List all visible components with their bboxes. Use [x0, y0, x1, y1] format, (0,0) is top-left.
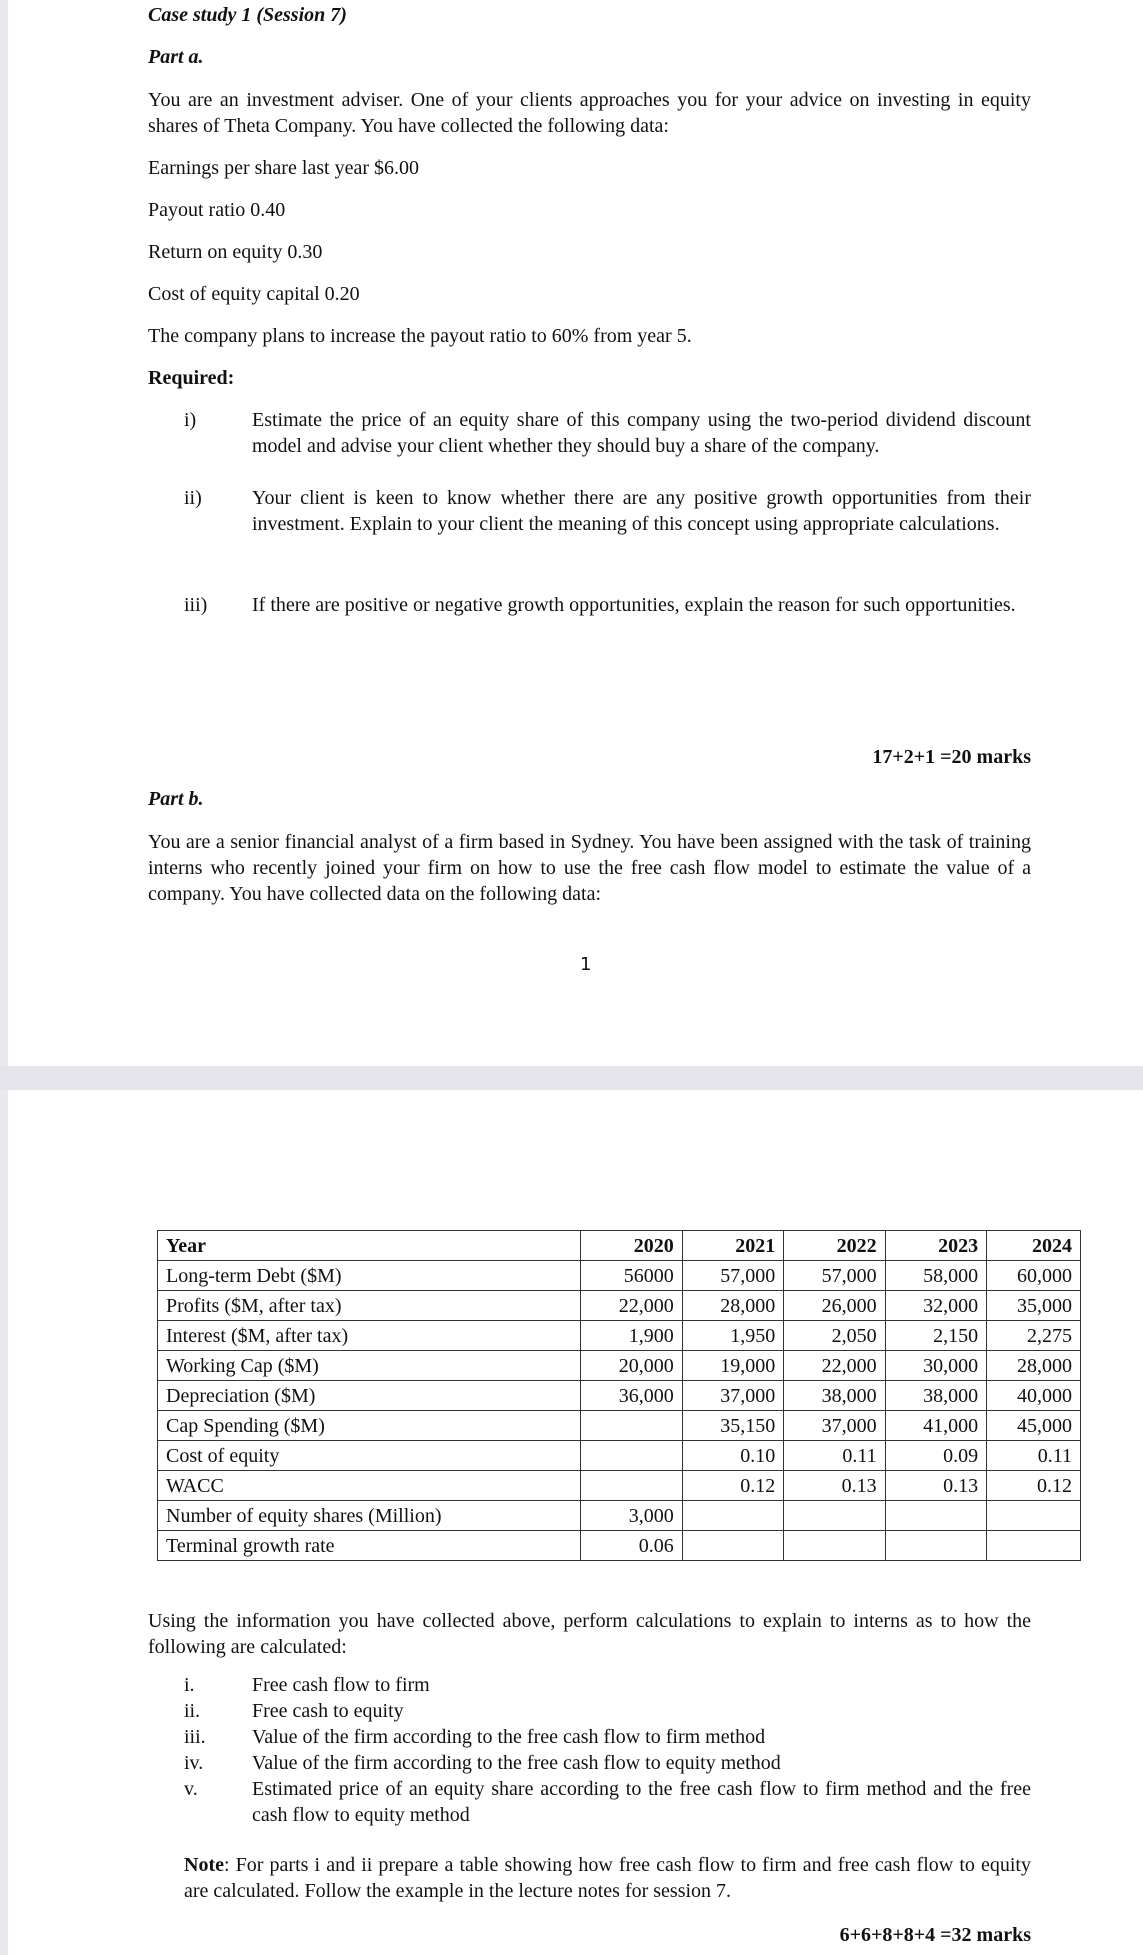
- task-text: Value of the firm according to the free cash flow to firm method: [252, 1726, 766, 1748]
- required-label: Required:: [148, 367, 235, 389]
- table-row: [158, 1291, 1081, 1321]
- table-row: [158, 1381, 1081, 1411]
- table-cell: 0.11: [784, 1441, 885, 1471]
- table-cell: 58,000: [885, 1261, 986, 1291]
- table-cell: 36,000: [581, 1381, 682, 1411]
- table-row: [158, 1471, 1081, 1501]
- table-row: [158, 1501, 1081, 1531]
- table-cell: 37,000: [682, 1381, 783, 1411]
- table-cell: 35,000: [987, 1291, 1081, 1321]
- note-paragraph: [184, 1852, 1031, 1904]
- table-cell: [885, 1501, 986, 1531]
- table-header-cell: 2023: [885, 1231, 986, 1261]
- table-header-row: [158, 1231, 1081, 1261]
- table-cell: 57,000: [682, 1261, 783, 1291]
- table-cell: 28,000: [987, 1351, 1081, 1381]
- table-cell: [784, 1501, 885, 1531]
- table-cell: 38,000: [784, 1381, 885, 1411]
- task-number: v.: [184, 1778, 198, 1800]
- table-row-label: Cap Spending ($M): [158, 1411, 581, 1441]
- table-cell: 2,275: [987, 1321, 1081, 1351]
- question-text: Your client is keen to know whether there are any positive growth opportunities from their investment. Explain to your client the meaning of this concept using appropriate calculations.: [252, 487, 1031, 535]
- table-cell: 0.13: [784, 1471, 885, 1501]
- task-number: i.: [184, 1674, 195, 1696]
- table-cell: [987, 1531, 1081, 1561]
- table-row: [158, 1261, 1081, 1291]
- table-row-label: Interest ($M, after tax): [158, 1321, 581, 1351]
- table-cell: [784, 1531, 885, 1561]
- table-cell: 38,000: [885, 1381, 986, 1411]
- table-row-label: Cost of equity: [158, 1441, 581, 1471]
- table-header-cell: Year: [158, 1231, 581, 1261]
- table-cell: 32,000: [885, 1291, 986, 1321]
- data-line-payout-plan: The company plans to increase the payout ratio to 60% from year 5.: [148, 325, 692, 347]
- table-cell: 35,150: [682, 1411, 783, 1441]
- part-b-heading: Part b.: [148, 788, 204, 810]
- table-cell: [682, 1501, 783, 1531]
- question-text: If there are positive or negative growth opportunities, explain the reason for such opportunities.: [252, 594, 1016, 616]
- table-cell: 45,000: [987, 1411, 1081, 1441]
- data-line-eps: Earnings per share last year $6.00: [148, 157, 420, 179]
- table-cell: 0.12: [987, 1471, 1081, 1501]
- table-cell: 30,000: [885, 1351, 986, 1381]
- table-row: [158, 1531, 1081, 1561]
- document-page-1: [8, 0, 1143, 1066]
- table-cell: 22,000: [784, 1351, 885, 1381]
- data-line-payout: Payout ratio 0.40: [148, 199, 286, 221]
- table-row: [158, 1411, 1081, 1441]
- table-cell: 60,000: [987, 1261, 1081, 1291]
- table-cell: 0.09: [885, 1441, 986, 1471]
- question-number: ii): [184, 487, 202, 509]
- table-cell: 0.10: [682, 1441, 783, 1471]
- part-a-heading: Part a.: [148, 46, 204, 68]
- task-text: Value of the firm according to the free cash flow to equity method: [252, 1752, 781, 1774]
- table-cell: 2,150: [885, 1321, 986, 1351]
- table-header-cell: 2022: [784, 1231, 885, 1261]
- table-cell: 3,000: [581, 1501, 682, 1531]
- part-b-marks: 6+6+8+8+4 =32 marks: [839, 1924, 1031, 1946]
- table-cell: 41,000: [885, 1411, 986, 1441]
- financial-data-table: [157, 1230, 1081, 1561]
- note-text: : For parts i and ii prepare a table showing how free cash flow to firm and free cash flow to equity are calculated. Follow the example in the lecture notes for session 7.: [184, 1854, 1031, 1902]
- part-a-intro: You are an investment adviser. One of your clients approaches you for your advice on investing in equity shares of Theta Company. You have collected the following data:: [148, 89, 1031, 137]
- table-row-label: WACC: [158, 1471, 581, 1501]
- table-cell: [885, 1531, 986, 1561]
- table-header-cell: 2020: [581, 1231, 682, 1261]
- table-row-label: Terminal growth rate: [158, 1531, 581, 1561]
- task-number: iv.: [184, 1752, 204, 1774]
- table-row-label: Working Cap ($M): [158, 1351, 581, 1381]
- table-cell: 1,900: [581, 1321, 682, 1351]
- table-cell: 0.06: [581, 1531, 682, 1561]
- table-cell: 19,000: [682, 1351, 783, 1381]
- task-text: Free cash to equity: [252, 1700, 404, 1722]
- table-cell: [581, 1471, 682, 1501]
- data-line-cost-of-equity: Cost of equity capital 0.20: [148, 283, 360, 305]
- table-cell: 20,000: [581, 1351, 682, 1381]
- table-cell: 26,000: [784, 1291, 885, 1321]
- table-row: [158, 1321, 1081, 1351]
- question-number: iii): [184, 594, 208, 616]
- table-row-label: Depreciation ($M): [158, 1381, 581, 1411]
- part-a-marks: 17+2+1 =20 marks: [872, 746, 1031, 768]
- table-row-label: Profits ($M, after tax): [158, 1291, 581, 1321]
- table-cell: 0.12: [682, 1471, 783, 1501]
- part-b-intro: You are a senior financial analyst of a firm based in Sydney. You have been assigned with the task of training interns who recently joined your firm on how to use the free cash flow model to estimate the value of a company. You have collected data on the following data:: [148, 831, 1031, 905]
- table-header-cell: 2021: [682, 1231, 783, 1261]
- case-study-title: Case study 1 (Session 7): [148, 4, 347, 26]
- note-label: Note: [184, 1854, 224, 1876]
- table-header-cell: 2024: [987, 1231, 1081, 1261]
- part-b-instructions: Using the information you have collected above, perform calculations to explain to interns as to how the following are calculated:: [148, 1610, 1031, 1658]
- table-row: [158, 1351, 1081, 1381]
- question-number: i): [184, 409, 197, 431]
- table-cell: 28,000: [682, 1291, 783, 1321]
- table-cell: 1,950: [682, 1321, 783, 1351]
- table-cell: 0.11: [987, 1441, 1081, 1471]
- table-row-label: Number of equity shares (Million): [158, 1501, 581, 1531]
- table-cell: 2,050: [784, 1321, 885, 1351]
- task-number: ii.: [184, 1700, 201, 1722]
- table-cell: 0.13: [885, 1471, 986, 1501]
- data-line-roe: Return on equity 0.30: [148, 241, 323, 263]
- table-cell: 37,000: [784, 1411, 885, 1441]
- page-number: 1: [580, 954, 592, 975]
- task-text: Free cash flow to firm: [252, 1674, 430, 1696]
- task-text: Estimated price of an equity share according to the free cash flow to firm method and the free cash flow to equity method: [252, 1778, 1031, 1826]
- table-cell: 22,000: [581, 1291, 682, 1321]
- table-cell: [682, 1531, 783, 1561]
- table-cell: 40,000: [987, 1381, 1081, 1411]
- page-gap: [0, 1066, 1143, 1090]
- table-cell: 56000: [581, 1261, 682, 1291]
- table-cell: [987, 1501, 1081, 1531]
- question-text: Estimate the price of an equity share of this company using the two-period dividend discount model and advise your client whether they should buy a share of the company.: [252, 409, 1031, 457]
- table-cell: [581, 1441, 682, 1471]
- table-row-label: Long-term Debt ($M): [158, 1261, 581, 1291]
- table-cell: [581, 1411, 682, 1441]
- task-number: iii.: [184, 1726, 206, 1748]
- document-page-2: [8, 1090, 1143, 1955]
- table-cell: 57,000: [784, 1261, 885, 1291]
- table-row: [158, 1441, 1081, 1471]
